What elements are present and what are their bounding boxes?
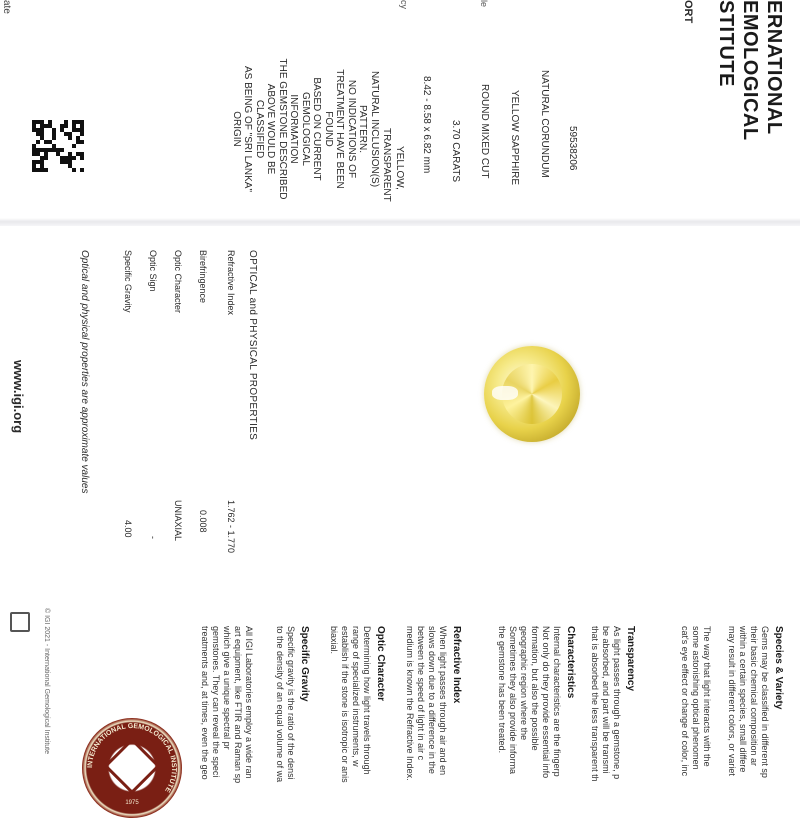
text-line: Sometimes they also provide informa xyxy=(508,626,518,775)
text-line: Not only do they provide essential info xyxy=(541,626,551,779)
refractive-index-text xyxy=(404,626,448,781)
specific-gravity-text xyxy=(274,626,296,782)
comments-block xyxy=(231,58,381,200)
weight-value: 3.70 CARATS xyxy=(450,120,461,183)
text-line: medium is known the Refractive Index. xyxy=(405,626,415,781)
copyright-text: © IGI 2021 - International Gemological Institute xyxy=(43,608,50,755)
fold-line xyxy=(0,218,800,226)
property-label-optic-sign: Optic Sign xyxy=(148,250,158,292)
characteristics-text xyxy=(496,626,562,778)
comment-line: NATURAL INCLUSION(S) xyxy=(369,70,380,188)
property-label-optic-character: Optic Character xyxy=(173,250,183,314)
transparency-text xyxy=(589,626,622,782)
text-line: which give a unique spectral pr xyxy=(222,626,232,750)
text-line: some astonishing optical phenomen xyxy=(691,626,701,770)
text-line: geographic region where the xyxy=(519,626,529,741)
text-line: range of specialized instruments, w xyxy=(351,626,361,767)
seal-ring-text: INTERNATIONAL GEMOLOGICAL INSTITUTE xyxy=(86,722,178,794)
seal-text-ring xyxy=(82,718,182,818)
text-line: their basic chemical composition ar xyxy=(749,626,759,767)
refractive-index-heading: Refractive Index xyxy=(451,626,462,704)
comment-line: THE GEMSTONE DESCRIBED xyxy=(277,58,288,200)
qr-code-icon[interactable] xyxy=(32,120,84,172)
text-line: Specific gravity is the ratio of the densi xyxy=(286,626,296,780)
edge-text-fragment: ate xyxy=(1,0,12,14)
laboratory-text xyxy=(199,626,254,783)
comment-line: BASED ON CURRENT xyxy=(311,77,323,181)
institute-title xyxy=(714,0,786,141)
title-line-1: ERNATIONAL xyxy=(763,0,785,135)
text-line: biaxial. xyxy=(329,626,339,655)
comment-line: AS BEING OF "SRI LANKA" xyxy=(242,65,254,193)
specific-gravity-heading: Specific Gravity xyxy=(299,626,310,702)
species-value: NATURAL CORUNDUM xyxy=(539,70,550,178)
transparency-intro-text xyxy=(679,626,712,776)
report-label-fragment: ORT xyxy=(682,0,694,24)
text-line: that is absorbed the less transparent th xyxy=(590,626,600,782)
species-variety-heading: Species & Variety xyxy=(773,626,784,710)
text-line: to the density of an equal volume of wa xyxy=(275,626,285,783)
species-variety-text xyxy=(726,626,770,778)
report-number: 59538206 xyxy=(567,126,578,171)
optic-character-text xyxy=(328,626,372,783)
properties-footnote: Optical and physical properties are approximate values xyxy=(79,250,90,494)
seal-year: 1975 xyxy=(125,800,139,806)
text-line: slows down due to a difference in the xyxy=(427,626,437,774)
property-value-birefringence: 0.008 xyxy=(198,510,208,533)
text-line: Gems may be classified in different sp xyxy=(760,626,770,778)
property-value-optic-sign: - xyxy=(148,536,158,539)
certificate-badge-icon xyxy=(10,612,30,632)
color-value: YELLOW, xyxy=(394,146,405,190)
transparency-value: TRANSPARENT xyxy=(381,128,392,202)
variety-value: YELLOW SAPPHIRE xyxy=(509,90,520,186)
text-line: Internal characteristics are the fingerp xyxy=(552,626,562,777)
property-value-optic-character: UNIAXIAL xyxy=(173,500,183,542)
label-fragment-color: cy xyxy=(399,0,409,9)
text-line: As light passes through a gemstone, p xyxy=(612,626,622,780)
property-label-specific-gravity: Specific Gravity xyxy=(123,250,133,313)
text-line: All IGI Laboratories employ a wide ran xyxy=(244,626,254,779)
property-label-birefringence: Birefringence xyxy=(198,250,208,304)
characteristics-heading: Characteristics xyxy=(565,626,576,699)
comment-line: PATTERN. xyxy=(357,105,369,153)
property-value-refractive-index: 1.762 - 1.770 xyxy=(226,500,236,554)
comment-line: NO INDICATIONS OF xyxy=(346,79,357,179)
comment-line: GEMOLOGICAL INFORMATION xyxy=(288,92,311,166)
comment-line: TREATMENT HAVE BEEN FOUND xyxy=(323,69,346,189)
text-line: formation, but also the possible xyxy=(530,626,540,751)
igi-seal-logo xyxy=(82,718,182,818)
comment-line: ORIGIN xyxy=(231,111,242,147)
properties-heading: OPTICAL and PHYSICAL PROPERTIES xyxy=(247,250,258,441)
qr-module xyxy=(80,168,84,172)
title-line-3: STITUTE xyxy=(715,0,737,87)
transparency-heading: Transparency xyxy=(625,626,636,692)
text-line: When light passes through air and en xyxy=(438,626,448,776)
label-fragment-variety: le xyxy=(479,0,489,8)
measurements-value: 8.42 - 8.58 x 6.82 mm xyxy=(421,76,432,174)
text-line: gemstones. They can reveal the speci xyxy=(211,626,221,778)
text-line: be absorbed, and part will be transmi xyxy=(601,626,611,774)
gemstone-image xyxy=(484,346,580,442)
svg-text:INTERNATIONAL GEMOLOGICAL INST xyxy=(87,723,177,794)
title-line-2: EMOLOGICAL xyxy=(739,0,761,141)
property-label-refractive-index: Refractive Index xyxy=(226,250,236,316)
text-line: the gemstone has been treated. xyxy=(497,626,507,754)
text-line: treatments and, at times, even the geo xyxy=(200,626,210,780)
text-line: The way that light interacts with the xyxy=(702,626,712,767)
optic-character-heading: Optic Character xyxy=(375,626,386,702)
website-link[interactable]: www.igi.org xyxy=(11,360,26,434)
text-line: art equipment, like FTIR and Raman sp xyxy=(233,626,243,784)
text-line: may result in different colors, or variet xyxy=(727,626,737,776)
shape-cut-value: ROUND MIXED CUT xyxy=(479,84,490,179)
text-line: Determining how light travels through xyxy=(362,626,372,775)
text-line: cat's eye effect or change of color, inc xyxy=(680,626,690,777)
text-line: within a certain species, small differe xyxy=(738,626,748,773)
text-line: establish if the stone is isotropic or anis xyxy=(340,626,350,783)
comment-line: ABOVE WOULD BE CLASSIFIED xyxy=(254,83,277,175)
text-line: between the speed of light in air c xyxy=(416,626,426,761)
property-value-specific-gravity: 4.00 xyxy=(123,520,133,538)
